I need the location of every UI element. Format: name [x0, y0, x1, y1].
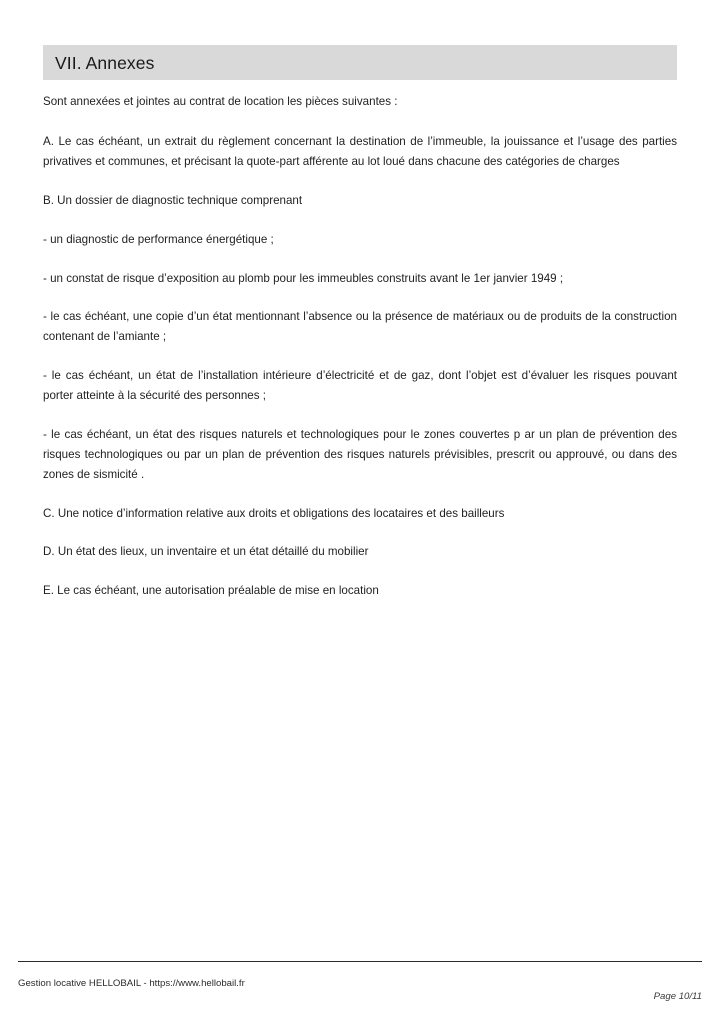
annex-item-d: D. Un état des lieux, un inventaire et un état détaillé du mobilier	[43, 545, 369, 559]
annex-item-b-plomb: - un constat de risque d’exposition au plomb pour les immeubles construits avant le 1er janvier 1949 ;	[43, 271, 564, 285]
annex-item-b-risques-naturels: - le cas échéant, un état des risques naturels et technologiques pour le zones couvertes p ar un plan de prévention des risques technologiques ou par un plan de prévention des risques naturels prévisibles, prescrit ou approuvé, ou dans des zones de sismicité .	[43, 428, 677, 482]
page-title: VII. Annexes	[55, 53, 155, 73]
annex-item-a: A. Le cas échéant, un extrait du règlement concernant la destination de l’immeuble, la jouissance et l’usage des parties privatives et communes, et précisant la quote-part afférente au lot loué dans chacune des catégories de charges	[43, 135, 677, 169]
annex-item-b-electricite-gaz: - le cas échéant, un état de l’installation intérieure d’électricité et de gaz, dont l’objet est d’évaluer les risques pouvant porter atteinte à la sécurité des personnes ;	[43, 369, 677, 403]
annex-item-c: C. Une notice d’information relative aux droits et obligations des locataires et des bailleurs	[43, 506, 505, 520]
footer-page-number: Page 10/11	[653, 991, 702, 1002]
annex-item-b-diagnostic-energetique: - un diagnostic de performance énergétique ;	[43, 232, 274, 246]
annex-item-b-amiante: - le cas échéant, une copie d’un état mentionnant l’absence ou la présence de matériaux ou de produits de la construction contenant de l’amiante ;	[43, 310, 677, 344]
section-heading-bar	[43, 45, 677, 80]
footer-source-text: Gestion locative HELLOBAIL - https://www.hellobail.fr	[18, 978, 245, 989]
document-body	[43, 92, 677, 601]
annex-item-e: E. Le cas échéant, une autorisation préalable de mise en location	[43, 584, 379, 598]
intro-paragraph: Sont annexées et jointes au contrat de location les pièces suivantes :	[43, 95, 398, 108]
annex-item-b: B. Un dossier de diagnostic technique comprenant	[43, 194, 303, 208]
footer-divider	[18, 961, 702, 962]
